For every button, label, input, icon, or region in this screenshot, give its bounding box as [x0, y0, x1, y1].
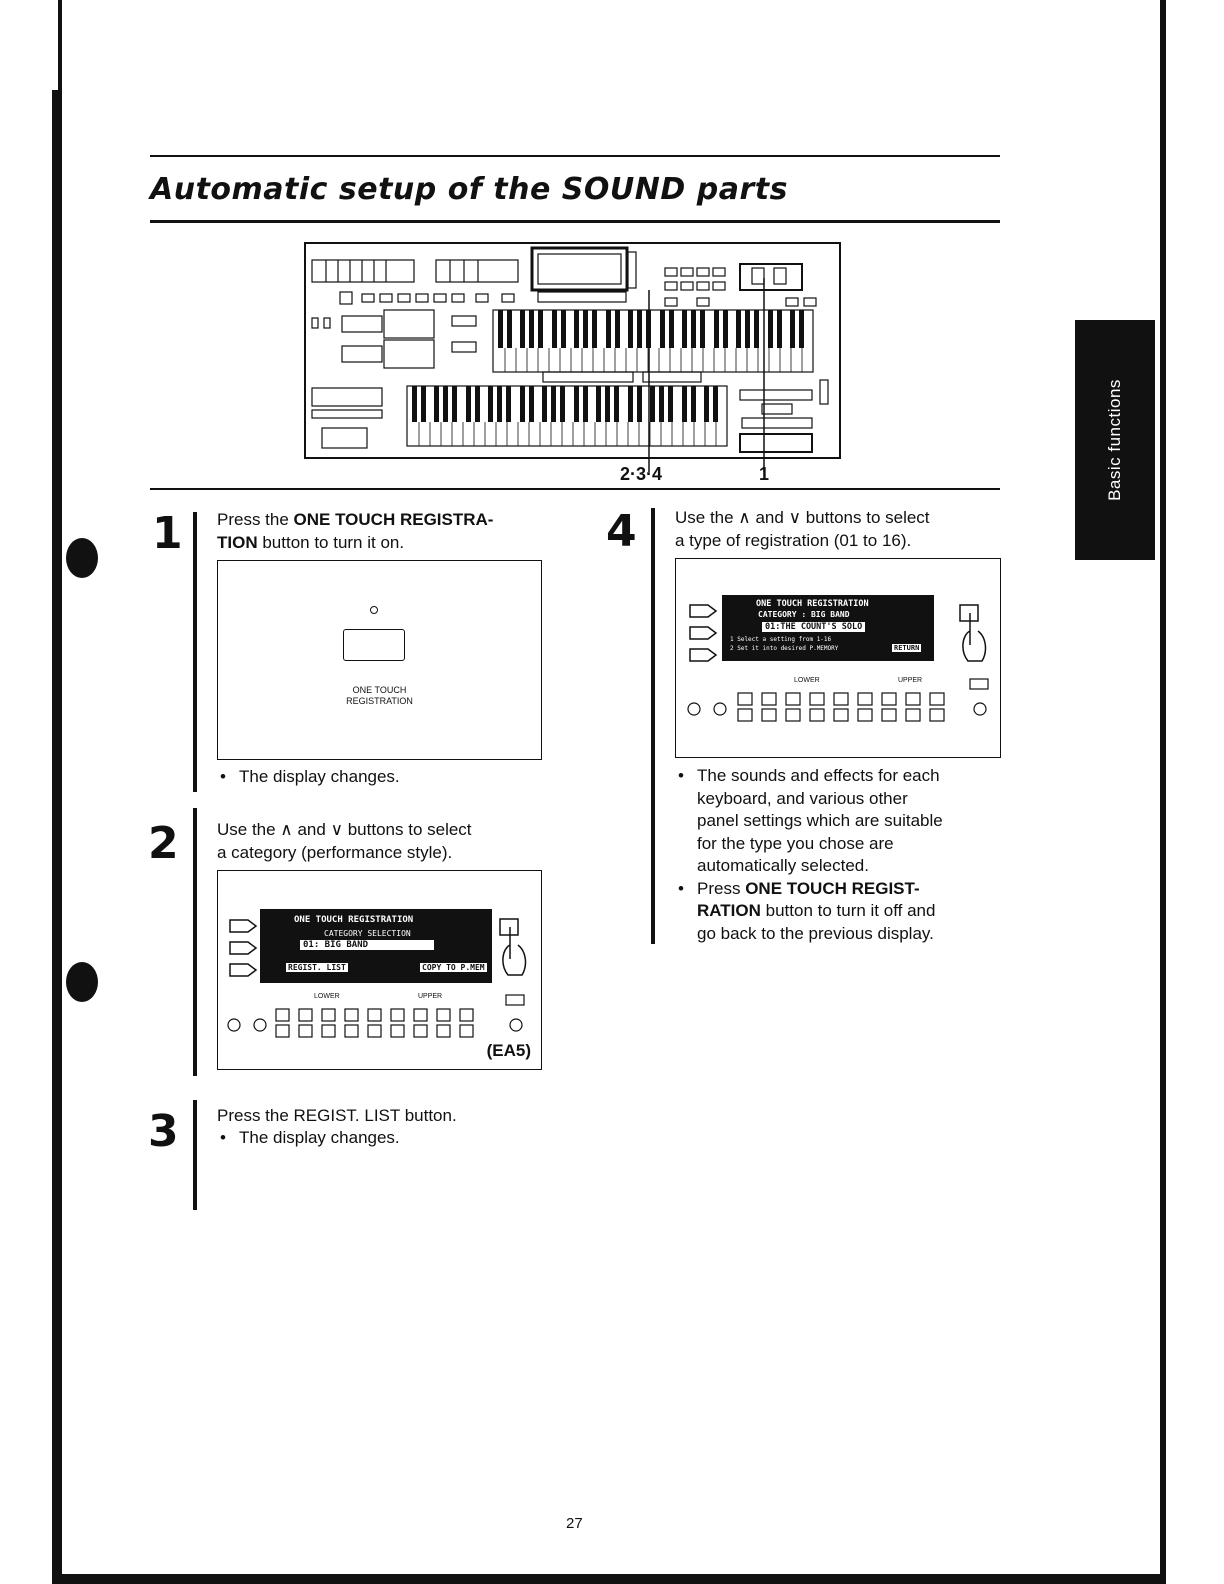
- step-1-bullets: [217, 766, 400, 789]
- step-4-b2-l2a: RATION: [697, 901, 761, 920]
- step-1-text-d: button to turn it on.: [257, 533, 405, 552]
- step-4-text-b: a type of registration (01 to 16).: [675, 531, 912, 550]
- button-label-1: ONE TOUCH: [352, 685, 407, 695]
- step-4-b2-l2b: button to turn it off and: [760, 901, 936, 920]
- punch-hole-top: [66, 538, 98, 578]
- lower-label-4: LOWER: [794, 677, 820, 684]
- step-1-text-a: Press the: [217, 510, 294, 529]
- step-3-instruction: Press the REGIST. LIST button.: [217, 1106, 457, 1125]
- step-4-bullets: [675, 765, 943, 945]
- step-1-figure: [217, 560, 542, 760]
- page-number: 27: [566, 1515, 583, 1532]
- step-1-text-b: ONE TOUCH REGISTRA-: [293, 510, 494, 529]
- step-1-bullet: • The display changes.: [217, 766, 400, 789]
- punch-hole-bottom: [66, 962, 98, 1002]
- lcd4-return-button[interactable]: RETURN: [894, 644, 920, 652]
- title-rule-top: [150, 155, 1000, 157]
- hand-pointer-icon: [496, 915, 534, 985]
- step-3-bullet: • The display changes.: [217, 1127, 400, 1150]
- step-3-bar: [193, 1100, 197, 1210]
- step-1-number: 1: [152, 508, 183, 559]
- lcd-copy-button[interactable]: COPY TO P.MEM: [422, 963, 485, 972]
- hand-pointer-icon-4: [956, 601, 994, 671]
- model-label: (EA5): [486, 1041, 531, 1060]
- step-4-button-row: [684, 675, 996, 725]
- keyboard-panel-diagram: [300, 238, 845, 488]
- lower-label: LOWER: [314, 993, 340, 1000]
- led-icon: [370, 606, 378, 614]
- lcd4-line1: 1 Select a setting from 1-16: [730, 636, 832, 643]
- lcd-value: 01: BIG BAND: [300, 940, 434, 950]
- one-touch-registration-button[interactable]: [343, 629, 405, 661]
- bottom-edge-bar: [52, 1574, 1166, 1584]
- upper-label: UPPER: [418, 993, 443, 1000]
- step-4-b2-l1a: Press: [697, 878, 746, 898]
- section-rule: [150, 488, 1000, 490]
- lcd4-value: 01:THE COUNT'S SOLO: [762, 622, 865, 632]
- step-4-lcd: [722, 595, 934, 661]
- step-1-instruction: [217, 508, 493, 554]
- lcd4-category: CATEGORY : BIG BAND: [758, 610, 850, 619]
- step-2-figure: [217, 870, 542, 1070]
- step-2-bar: [193, 808, 197, 1076]
- left-edge-bar-top: [58, 0, 62, 100]
- step-3-bullets: [217, 1127, 400, 1150]
- step-4-instruction: [675, 506, 930, 552]
- step-2-button-row: [224, 991, 536, 1041]
- lcd-title: ONE TOUCH REGISTRATION: [294, 915, 414, 925]
- button-label-2: REGISTRATION: [346, 696, 413, 706]
- lcd4-title: ONE TOUCH REGISTRATION: [756, 599, 869, 609]
- step-2-text-a: Use the ∧ and ∨ buttons to select: [217, 820, 472, 839]
- step-2-number: 2: [148, 818, 179, 869]
- lcd4-line2: 2 Set it into desired P.MEMORY: [730, 645, 839, 652]
- lcd-regist-list-button[interactable]: REGIST. LIST: [288, 963, 346, 972]
- step-2-text-b: a category (performance style).: [217, 843, 453, 862]
- upper-label-4: UPPER: [898, 677, 923, 684]
- step-4-b1-l2: keyboard, and various other: [697, 788, 908, 808]
- step-4-bar: [651, 508, 655, 944]
- step-4-b1-l1: The sounds and effects for each: [697, 766, 940, 785]
- step-3-number: 3: [148, 1106, 179, 1157]
- step-4-b2-l1b: ONE TOUCH REGIST-: [745, 878, 920, 898]
- step-4-b1-l4: for the type you chose are: [697, 833, 894, 853]
- page-title: Automatic setup of the SOUND parts: [150, 172, 788, 207]
- section-tab-label: Basic functions: [1105, 379, 1124, 501]
- step-4-b1-l3: panel settings which are suitable: [697, 811, 943, 830]
- lcd-sub: CATEGORY SELECTION: [324, 929, 411, 938]
- step-2-lcd: [260, 909, 492, 983]
- callout-step-1: 1: [759, 464, 770, 484]
- step-2-instruction: [217, 818, 472, 864]
- right-edge-bar: [1160, 0, 1166, 1584]
- step-1-text-c: TION: [217, 533, 258, 552]
- step-4-bullet-1: [675, 765, 943, 878]
- step-1-bar: [193, 512, 197, 792]
- step-4-b2-l3: go back to the previous display.: [697, 923, 934, 943]
- step-4-text-a: Use the ∧ and ∨ buttons to select: [675, 508, 930, 527]
- step-4-bullet-2: [675, 878, 943, 946]
- title-rule-bottom: [150, 220, 1000, 223]
- section-tab: [1075, 320, 1155, 560]
- left-edge-bar: [52, 90, 62, 1584]
- step-4-number: 4: [606, 506, 637, 557]
- step-4-b1-l5: automatically selected.: [697, 856, 869, 875]
- callout-steps-234: 2·3·4: [620, 464, 663, 484]
- step-4-figure: [675, 558, 1001, 758]
